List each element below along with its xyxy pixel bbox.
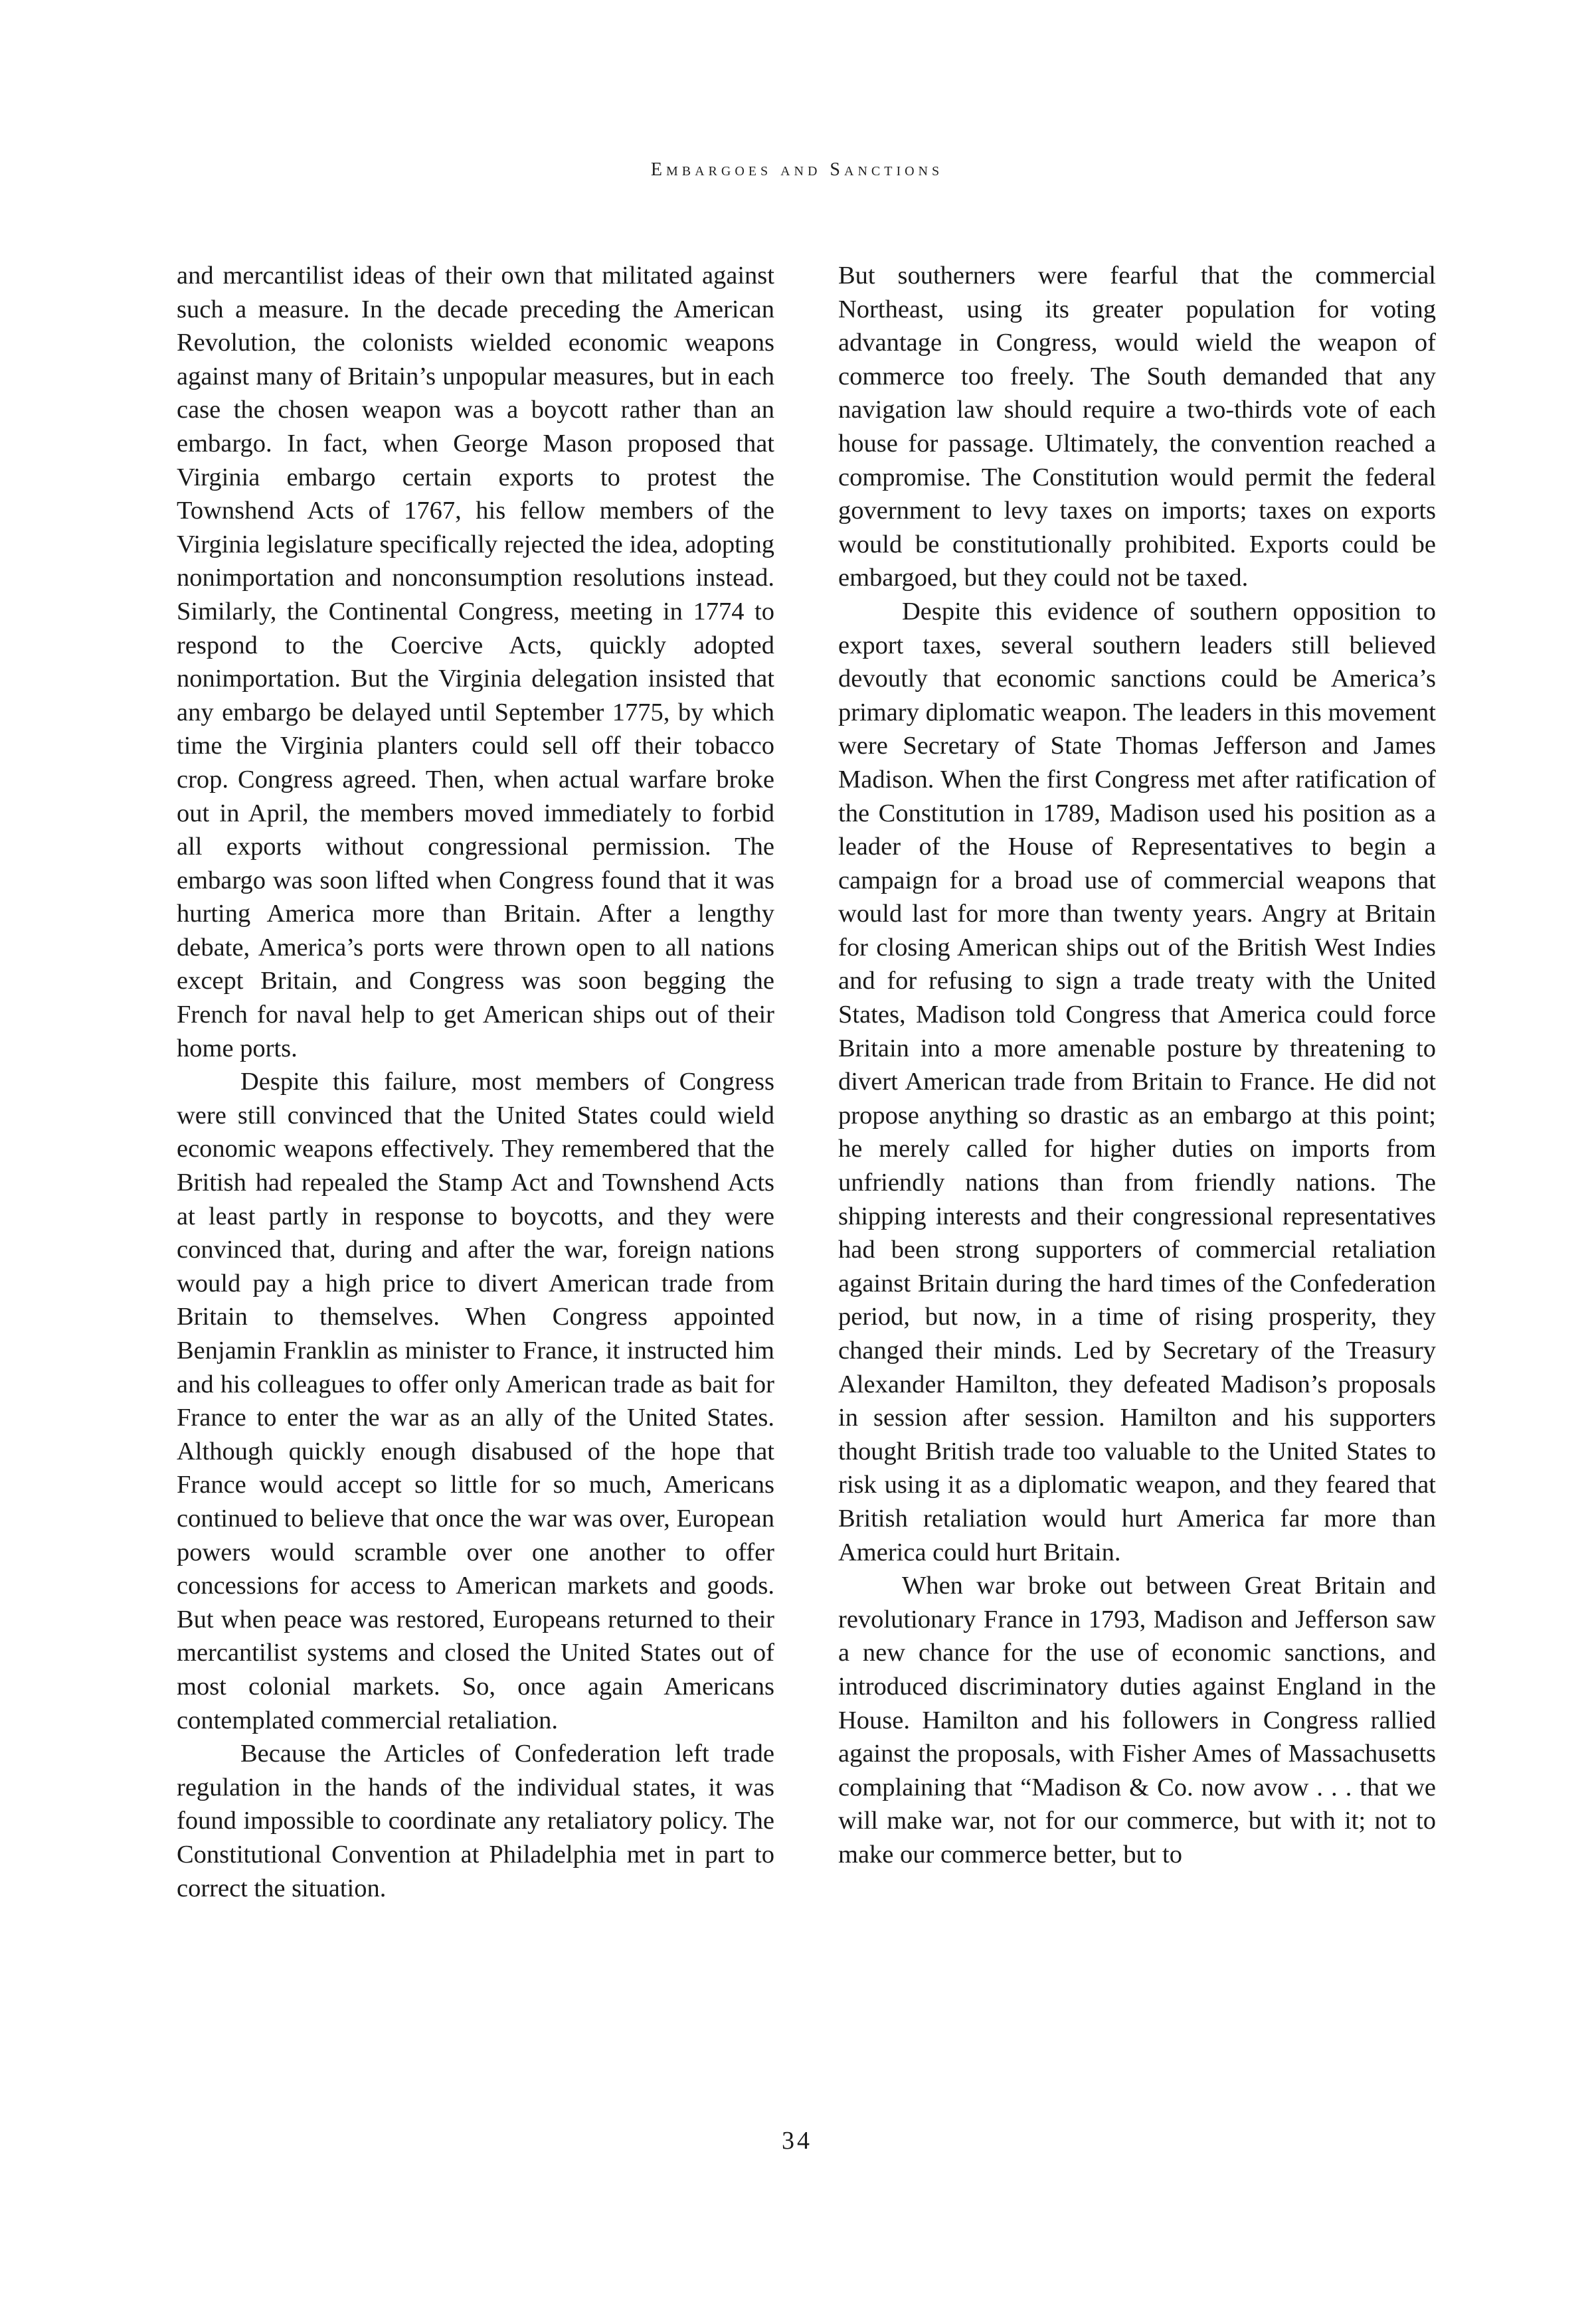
left-column [177,259,774,1905]
paragraph: Despite this evidence of southern opposition to export taxes, several southern leaders still believed devoutly that economic sanctions could be America’s primary diplomatic weapon. The leaders in this movement were Secretary of State Thomas Jefferson and James Madison. When the first Congress met after ratification of the Constitution in 1789, Madison used his position as a leader of the House of Representatives to begin a campaign for a broad use of commercial weapons that would last for more than twenty years. Angry at Britain for closing American ships out of the British West Indies and for refusing to sign a trade treaty with the United States, Madison told Congress that America could force Britain into a more amenable posture by threatening to divert American trade from Britain to France. He did not propose anything so drastic as an embargo at this point; he merely called for higher duties on imports from unfriendly nations than from friendly nations. The shipping interests and their congressional representatives had been strong supporters of commercial retaliation against Britain during the hard times of the Confederation period, but now, in a time of rising prosperity, they changed their minds. Led by Secretary of the Treasury Alexander Hamilton, they defeated Madison’s proposals in session after session. Hamilton and his supporters thought British trade too valuable to the United States to risk using it as a diplomatic weapon, and they feared that British retaliation would hurt America far more than America could hurt Britain. [838,597,1436,1566]
right-column [838,259,1436,1872]
paragraph: Despite this failure, most members of Congress were still convinced that the United States could wield economic weapons effectively. They remembered that the British had repealed the Stamp Act and Townshend Acts at least partly in response to boycotts, and they were convinced that, during and after the war, foreign nations would pay a high price to divert American trade from Britain to themselves. When Congress appointed Benjamin Franklin as minister to France, it instructed him and his colleagues to offer only American trade as bait for France to enter the war as an ally of the United States. Although quickly enough disabused of the hope that France would accept so little for so much, Americans continued to believe that once the war was over, European powers would scramble over one another to offer concessions for access to American markets and goods. But when peace was restored, Europeans returned to their mercantilist systems and closed the United States out of most colonial markets. So, once again Americans contemplated commercial retaliation. [177,1068,774,1734]
paragraph: When war broke out between Great Britain and revolutionary France in 1793, Madison and Jefferson saw a new chance for the use of economic sanctions, and introduced discriminatory duties against England in the House. Hamilton and his followers in Congress rallied against the proposals, with Fisher Ames of Massachusetts complaining that “Madison & Co. now avow . . . that we will make war, not for our commerce, but with it; not to make our commerce better, but to [838,1572,1436,1868]
paragraph: and mercantilist ideas of their own that militated against such a measure. In the decade preceding the American Revolution, the colonists wielded economic weapons against many of Britain’s unpopular measures, but in each case the chosen weapon was a boycott rather than an embargo. In fact, when George Mason proposed that Virginia embargo certain exports to protest the Townshend Acts of 1767, his fellow members of the Virginia legislature specifically rejected the idea, adopting nonimportation and nonconsumption resolutions instead. Similarly, the Continental Congress, meeting in 1774 to respond to the Coercive Acts, quickly adopted nonimportation. But the Virginia delegation insisted that any embargo be delayed until September 1775, by which time the Virginia planters could sell off their tobacco crop. Congress agreed. Then, when actual warfare broke out in April, the members moved immediately to forbid all exports without congressional permission. The embargo was soon lifted when Congress found that it was hurting America more than Britain. After a lengthy debate, America’s ports were thrown open to all nations except Britain, and Congress was soon begging the French for naval help to get American ships out of their home ports. [177,262,774,1062]
page-number: 34 [782,2127,812,2155]
paragraph: Because the Articles of Confederation left trade regulation in the hands of the individual states, it was found impossible to coordinate any retaliatory policy. The Constitutional Convention at Philadelphia met in part to correct the situation. [177,1740,774,1902]
paragraph: But southerners were fearful that the commercial Northeast, using its greater population for voting advantage in Congress, would wield the weapon of commerce too freely. The South demanded that any navigation law should require a two-thirds vote of each house for passage. Ultimately, the convention reached a compromise. The Constitution would permit the federal government to levy taxes on imports; taxes on exports would be constitutionally prohibited. Exports could be embargoed, but they could not be taxed. [838,262,1436,592]
running-head: Embargoes and Sanctions [650,159,944,180]
